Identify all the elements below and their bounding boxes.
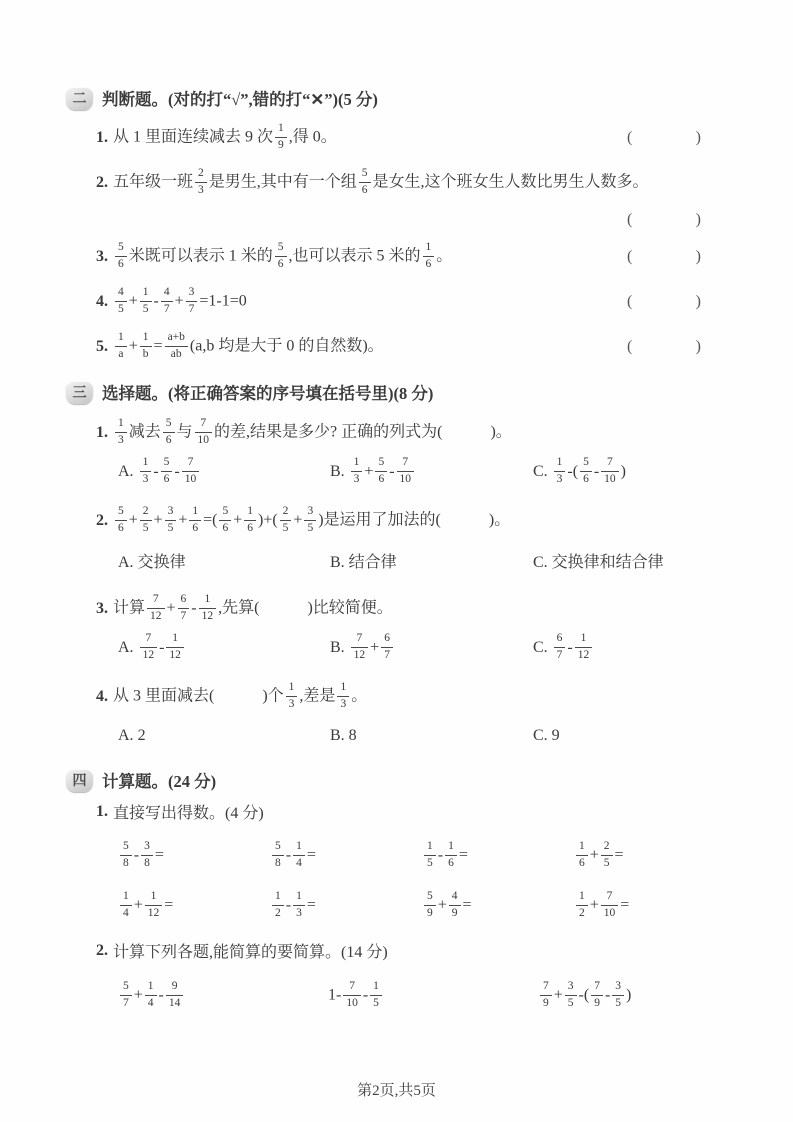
fraction: $\frac{1}{6}$ bbox=[423, 241, 435, 270]
judge-item-2 bbox=[66, 166, 701, 200]
paren-close: ) bbox=[695, 338, 701, 355]
question-number: 2. bbox=[96, 941, 108, 959]
answer-blank bbox=[627, 248, 701, 266]
math-expression: $\frac{7}{9}$ + $\frac{3}{5}$ -( $\frac{7}{9}$ - $\frac{3}{5}$ ) bbox=[538, 981, 701, 1010]
option-a bbox=[118, 457, 330, 486]
math-expression: $\frac{5}{8}$ - $\frac{1}{4}$ = bbox=[270, 841, 422, 870]
section-judge-title: 判断题。(对的打“√”,错的打“✕”)(5 分) bbox=[102, 90, 378, 109]
section-calculation-title: 计算题。(24 分) bbox=[102, 772, 217, 791]
fraction: $\frac{3}{5}$ bbox=[565, 980, 577, 1009]
question-number: 1. bbox=[96, 802, 108, 820]
option-label: C. bbox=[533, 727, 548, 744]
answer-blank bbox=[627, 338, 701, 356]
option-label: C. bbox=[533, 638, 548, 656]
fraction: $\frac{1}{b}$ bbox=[140, 331, 152, 360]
option-a bbox=[118, 633, 330, 662]
fraction: $\frac{5}{6}$ bbox=[115, 505, 127, 534]
option-label: C. bbox=[533, 553, 548, 571]
calc-part1-label-row bbox=[66, 800, 701, 823]
fraction: $\frac{7}{10}$ bbox=[601, 456, 619, 485]
question-number: 5. bbox=[96, 338, 108, 355]
choice-question-1-stem bbox=[66, 416, 701, 450]
fraction: $\frac{7}{9}$ bbox=[591, 980, 603, 1009]
option-b bbox=[330, 633, 533, 662]
option-text: 9 bbox=[551, 727, 560, 744]
fraction: $\frac{4}{7}$ bbox=[161, 286, 173, 315]
question-number: 2. bbox=[96, 512, 108, 529]
option-text: 8 bbox=[348, 727, 357, 744]
answer-blank bbox=[627, 211, 701, 229]
fraction: $\frac{1}{6}$ bbox=[445, 840, 457, 869]
option-text: 交换律和结合律 bbox=[551, 553, 664, 571]
fraction: $\frac{1}{9}$ bbox=[275, 122, 287, 151]
choice-question-1-options bbox=[66, 456, 701, 488]
judge-item-3 bbox=[66, 240, 701, 274]
math-expression: $\frac{1}{5}$ - $\frac{1}{6}$ = bbox=[422, 841, 574, 870]
option-label: A. bbox=[118, 462, 134, 480]
question-number: 4. bbox=[96, 688, 108, 705]
paren-open: ( bbox=[627, 129, 633, 146]
fraction: $\frac{5}{6}$ bbox=[580, 456, 592, 485]
fraction: $\frac{7}{10}$ bbox=[182, 456, 200, 485]
paren-close: ) bbox=[695, 293, 701, 310]
option-text: $\frac{7}{12}$ + $\frac{6}{7}$ bbox=[349, 639, 395, 656]
math-expression: $\frac{1}{2}$ - $\frac{1}{3}$ = bbox=[270, 891, 422, 920]
fraction: $\frac{2}{5}$ bbox=[601, 840, 613, 869]
choice-question-2-stem bbox=[66, 504, 701, 538]
math-expression: $\frac{5}{7}$ + $\frac{1}{4}$ - $\frac{9}{14}$ bbox=[118, 981, 328, 1010]
fraction: $\frac{1}{5}$ bbox=[140, 286, 152, 315]
section-four-badge-icon: 四 bbox=[66, 769, 93, 792]
fraction: $\frac{5}{6}$ bbox=[359, 167, 371, 196]
fraction: $\frac{1}{12}$ bbox=[166, 632, 184, 661]
fraction: $\frac{1}{6}$ bbox=[189, 505, 201, 534]
option-b bbox=[330, 549, 533, 572]
judge-item-2-answer-line bbox=[66, 211, 701, 229]
question-text: $\frac{5}{6}$ + $\frac{2}{5}$ + $\frac{3}{5}$ + $\frac{1}{6}$ =( $\frac{5}{6}$ + $\frac{1}{6}$ )+( $\frac{2}{5}$ + $\frac{3}{5}$ )是运用了加法的( )。 bbox=[113, 506, 701, 535]
section-choice-title: 选择题。(将正确答案的序号填在括号里)(8 分) bbox=[102, 384, 434, 403]
fraction: $\frac{7}{12}$ bbox=[351, 632, 369, 661]
option-label: A. bbox=[118, 553, 134, 571]
section-choice bbox=[66, 380, 701, 752]
fraction: $\frac{5}{6}$ bbox=[163, 417, 175, 446]
fraction: $\frac{5}{6}$ bbox=[375, 456, 387, 485]
choice-question-3-options bbox=[66, 632, 701, 664]
section-two-badge-icon: 二 bbox=[66, 87, 93, 110]
fraction: $\frac{1}{3}$ bbox=[351, 456, 363, 485]
fraction: $\frac{1}{12}$ bbox=[575, 632, 593, 661]
option-c bbox=[533, 633, 701, 662]
option-c bbox=[533, 549, 701, 572]
fraction: $\frac{7}{10}$ bbox=[343, 980, 361, 1009]
fraction: $\frac{7}{12}$ bbox=[147, 593, 165, 622]
judge-item-4 bbox=[66, 285, 701, 319]
question-text: 从 3 里面减去( )个 $\frac{1}{3}$ ,差是 $\frac{1}{3}$ 。 bbox=[113, 681, 368, 710]
question-text: $\frac{4}{5}$ + $\frac{1}{5}$ - $\frac{4}{7}$ + $\frac{3}{7}$ =1-1=0 bbox=[113, 287, 617, 316]
question-number: 3. bbox=[96, 248, 108, 265]
question-number: 2. bbox=[96, 174, 108, 191]
section-calculation-header bbox=[66, 768, 701, 792]
fraction: $\frac{6}{7}$ bbox=[554, 632, 566, 661]
fraction: $\frac{7}{10}$ bbox=[195, 417, 213, 446]
fraction: $\frac{5}{8}$ bbox=[120, 840, 132, 869]
fraction: $\frac{1}{2}$ bbox=[576, 890, 588, 919]
option-text: $\frac{6}{7}$ - $\frac{1}{12}$ bbox=[552, 639, 595, 656]
fraction: $\frac{1}{5}$ bbox=[424, 840, 436, 869]
math-expression: $\frac{1}{2}$ + $\frac{7}{10}$ = bbox=[574, 891, 726, 920]
fraction: $\frac{4}{5}$ bbox=[115, 286, 127, 315]
paren-open: ( bbox=[627, 338, 633, 355]
option-a bbox=[118, 549, 330, 572]
math-expression: $\frac{1}{4}$ + $\frac{1}{12}$ = bbox=[118, 891, 270, 920]
option-c bbox=[533, 457, 701, 486]
option-text: $\frac{1}{3}$ -( $\frac{5}{6}$ - $\frac{7}{10}$ ) bbox=[552, 463, 626, 480]
option-text: 结合律 bbox=[348, 553, 397, 571]
fraction: $\frac{1}{12}$ bbox=[199, 593, 217, 622]
fraction: $\frac{7}{10}$ bbox=[397, 456, 415, 485]
section-three-badge-icon: 三 bbox=[66, 381, 93, 404]
fraction: $\frac{5}{6}$ bbox=[115, 241, 127, 270]
question-text: 五年级一班 $\frac{2}{3}$ 是男生,其中有一个组 $\frac{5}{6}$ 是女生,这个班女生人数比男生人数多。 bbox=[113, 167, 649, 196]
fraction: $\frac{1}{3}$ bbox=[293, 890, 305, 919]
fraction: $\frac{3}{5}$ bbox=[165, 505, 177, 534]
option-label: B. bbox=[330, 553, 345, 571]
option-text: $\frac{7}{12}$ - $\frac{1}{12}$ bbox=[138, 639, 186, 656]
calc-part2-row bbox=[66, 978, 701, 1014]
fraction: $\frac{1}{3}$ bbox=[554, 456, 566, 485]
part-label: 计算下列各题,能简算的要简算。(14 分) bbox=[113, 944, 388, 961]
fraction: $\frac{6}{7}$ bbox=[178, 593, 190, 622]
question-number: 4. bbox=[96, 293, 108, 310]
fraction: $\frac{5}{6}$ bbox=[219, 505, 231, 534]
question-text: $\frac{1}{a}$ + $\frac{1}{b}$ = $\frac{a+b}{ab}$ (a,b 均是大于 0 的自然数)。 bbox=[113, 332, 617, 361]
option-c bbox=[533, 727, 701, 745]
fraction: $\frac{2}{5}$ bbox=[140, 505, 152, 534]
option-label: B. bbox=[330, 727, 345, 744]
option-text: 交换律 bbox=[137, 553, 186, 571]
question-text: $\frac{5}{6}$ 米既可以表示 1 米的 $\frac{5}{6}$ ,也可以表示 5 米的 $\frac{1}{6}$ 。 bbox=[113, 242, 617, 271]
question-number: 1. bbox=[96, 424, 108, 441]
fraction: $\frac{2}{3}$ bbox=[195, 167, 207, 196]
question-text: 计算 $\frac{7}{12}$ + $\frac{6}{7}$ - $\frac{1}{12}$ ,先算( )比较简便。 bbox=[113, 593, 393, 622]
answer-blank bbox=[627, 293, 701, 311]
math-expression: $\frac{5}{9}$ + $\frac{4}{9}$ = bbox=[422, 891, 574, 920]
paren-close: ) bbox=[695, 248, 701, 265]
option-label: B. bbox=[330, 638, 345, 656]
option-text: $\frac{1}{3}$ + $\frac{5}{6}$ - $\frac{7}{10}$ bbox=[349, 463, 416, 480]
fraction: $\frac{6}{7}$ bbox=[381, 632, 393, 661]
section-choice-header bbox=[66, 380, 701, 404]
fraction: $\frac{3}{8}$ bbox=[141, 840, 153, 869]
choice-question-3-stem bbox=[66, 592, 701, 626]
fraction: $\frac{7}{12}$ bbox=[140, 632, 158, 661]
fraction: $\frac{3}{7}$ bbox=[186, 286, 198, 315]
fraction: $\frac{1}{3}$ bbox=[337, 681, 349, 710]
question-number: 3. bbox=[96, 600, 108, 617]
fraction: $\frac{5}{9}$ bbox=[424, 890, 436, 919]
math-expression: 1- $\frac{7}{10}$ - $\frac{1}{5}$ bbox=[328, 981, 538, 1010]
question-text: 从 1 里面连续减去 9 次 $\frac{1}{9}$ ,得 0。 bbox=[113, 122, 337, 151]
section-judge bbox=[66, 86, 701, 364]
choice-question-2-options bbox=[66, 544, 701, 576]
option-label: A. bbox=[118, 727, 134, 744]
fraction: $\frac{a+b}{ab}$ bbox=[165, 331, 188, 360]
fraction: $\frac{1}{3}$ bbox=[140, 456, 152, 485]
fraction: $\frac{1}{3}$ bbox=[115, 417, 127, 446]
paren-open: ( bbox=[627, 293, 633, 310]
paren-close: ) bbox=[695, 211, 701, 228]
fraction: $\frac{1}{12}$ bbox=[145, 890, 163, 919]
section-judge-header bbox=[66, 86, 701, 110]
math-expression: $\frac{5}{8}$ - $\frac{3}{8}$ = bbox=[118, 841, 270, 870]
fraction: $\frac{7}{10}$ bbox=[601, 890, 619, 919]
fraction: $\frac{1}{a}$ bbox=[115, 331, 127, 360]
judge-item-5 bbox=[66, 330, 701, 364]
math-expression: $\frac{1}{6}$ + $\frac{2}{5}$ = bbox=[574, 841, 726, 870]
fraction: $\frac{5}{6}$ bbox=[161, 456, 173, 485]
fraction: $\frac{1}{2}$ bbox=[272, 890, 284, 919]
judge-item-1 bbox=[66, 121, 701, 155]
paren-close: ) bbox=[695, 129, 701, 146]
fraction: $\frac{5}{7}$ bbox=[120, 980, 132, 1009]
fraction: $\frac{7}{9}$ bbox=[540, 980, 552, 1009]
choice-question-4-options bbox=[66, 720, 701, 752]
fraction: $\frac{3}{5}$ bbox=[304, 505, 316, 534]
option-label: A. bbox=[118, 638, 134, 656]
fraction: $\frac{1}{5}$ bbox=[370, 980, 382, 1009]
fraction: $\frac{1}{4}$ bbox=[293, 840, 305, 869]
option-text: $\frac{1}{3}$ - $\frac{5}{6}$ - $\frac{7}{10}$ bbox=[138, 463, 202, 480]
question-text: $\frac{1}{3}$ 减去 $\frac{5}{6}$ 与 $\frac{7}{10}$ 的差,结果是多少? 正确的列式为( )。 bbox=[113, 418, 701, 447]
option-a bbox=[118, 727, 330, 745]
paren-open: ( bbox=[627, 211, 633, 228]
calc-part1-row-2 bbox=[66, 889, 701, 923]
part-label: 直接写出得数。(4 分) bbox=[113, 805, 264, 822]
page-footer: 第2页,共5页 bbox=[357, 1083, 436, 1099]
fraction: $\frac{9}{14}$ bbox=[166, 980, 184, 1009]
option-text: 2 bbox=[137, 727, 146, 744]
fraction: $\frac{5}{8}$ bbox=[272, 840, 284, 869]
option-label: C. bbox=[533, 462, 548, 480]
fraction: $\frac{1}{3}$ bbox=[286, 681, 298, 710]
fraction: $\frac{2}{5}$ bbox=[280, 505, 292, 534]
option-b bbox=[330, 457, 533, 486]
calc-part1-row-1 bbox=[66, 839, 701, 873]
fraction: $\frac{3}{5}$ bbox=[612, 980, 624, 1009]
fraction: $\frac{1}{6}$ bbox=[576, 840, 588, 869]
question-number: 1. bbox=[96, 129, 108, 146]
option-label: B. bbox=[330, 462, 345, 480]
choice-question-4-stem bbox=[66, 680, 701, 714]
calc-part2-label-row bbox=[66, 939, 701, 962]
fraction: $\frac{1}{4}$ bbox=[145, 980, 157, 1009]
section-calculation bbox=[66, 768, 701, 1014]
fraction: $\frac{1}{4}$ bbox=[120, 890, 132, 919]
fraction: $\frac{4}{9}$ bbox=[449, 890, 461, 919]
fraction: $\frac{1}{6}$ bbox=[244, 505, 256, 534]
option-b bbox=[330, 727, 533, 745]
paren-open: ( bbox=[627, 248, 633, 265]
answer-blank bbox=[627, 129, 701, 147]
fraction: $\frac{5}{6}$ bbox=[275, 241, 287, 270]
